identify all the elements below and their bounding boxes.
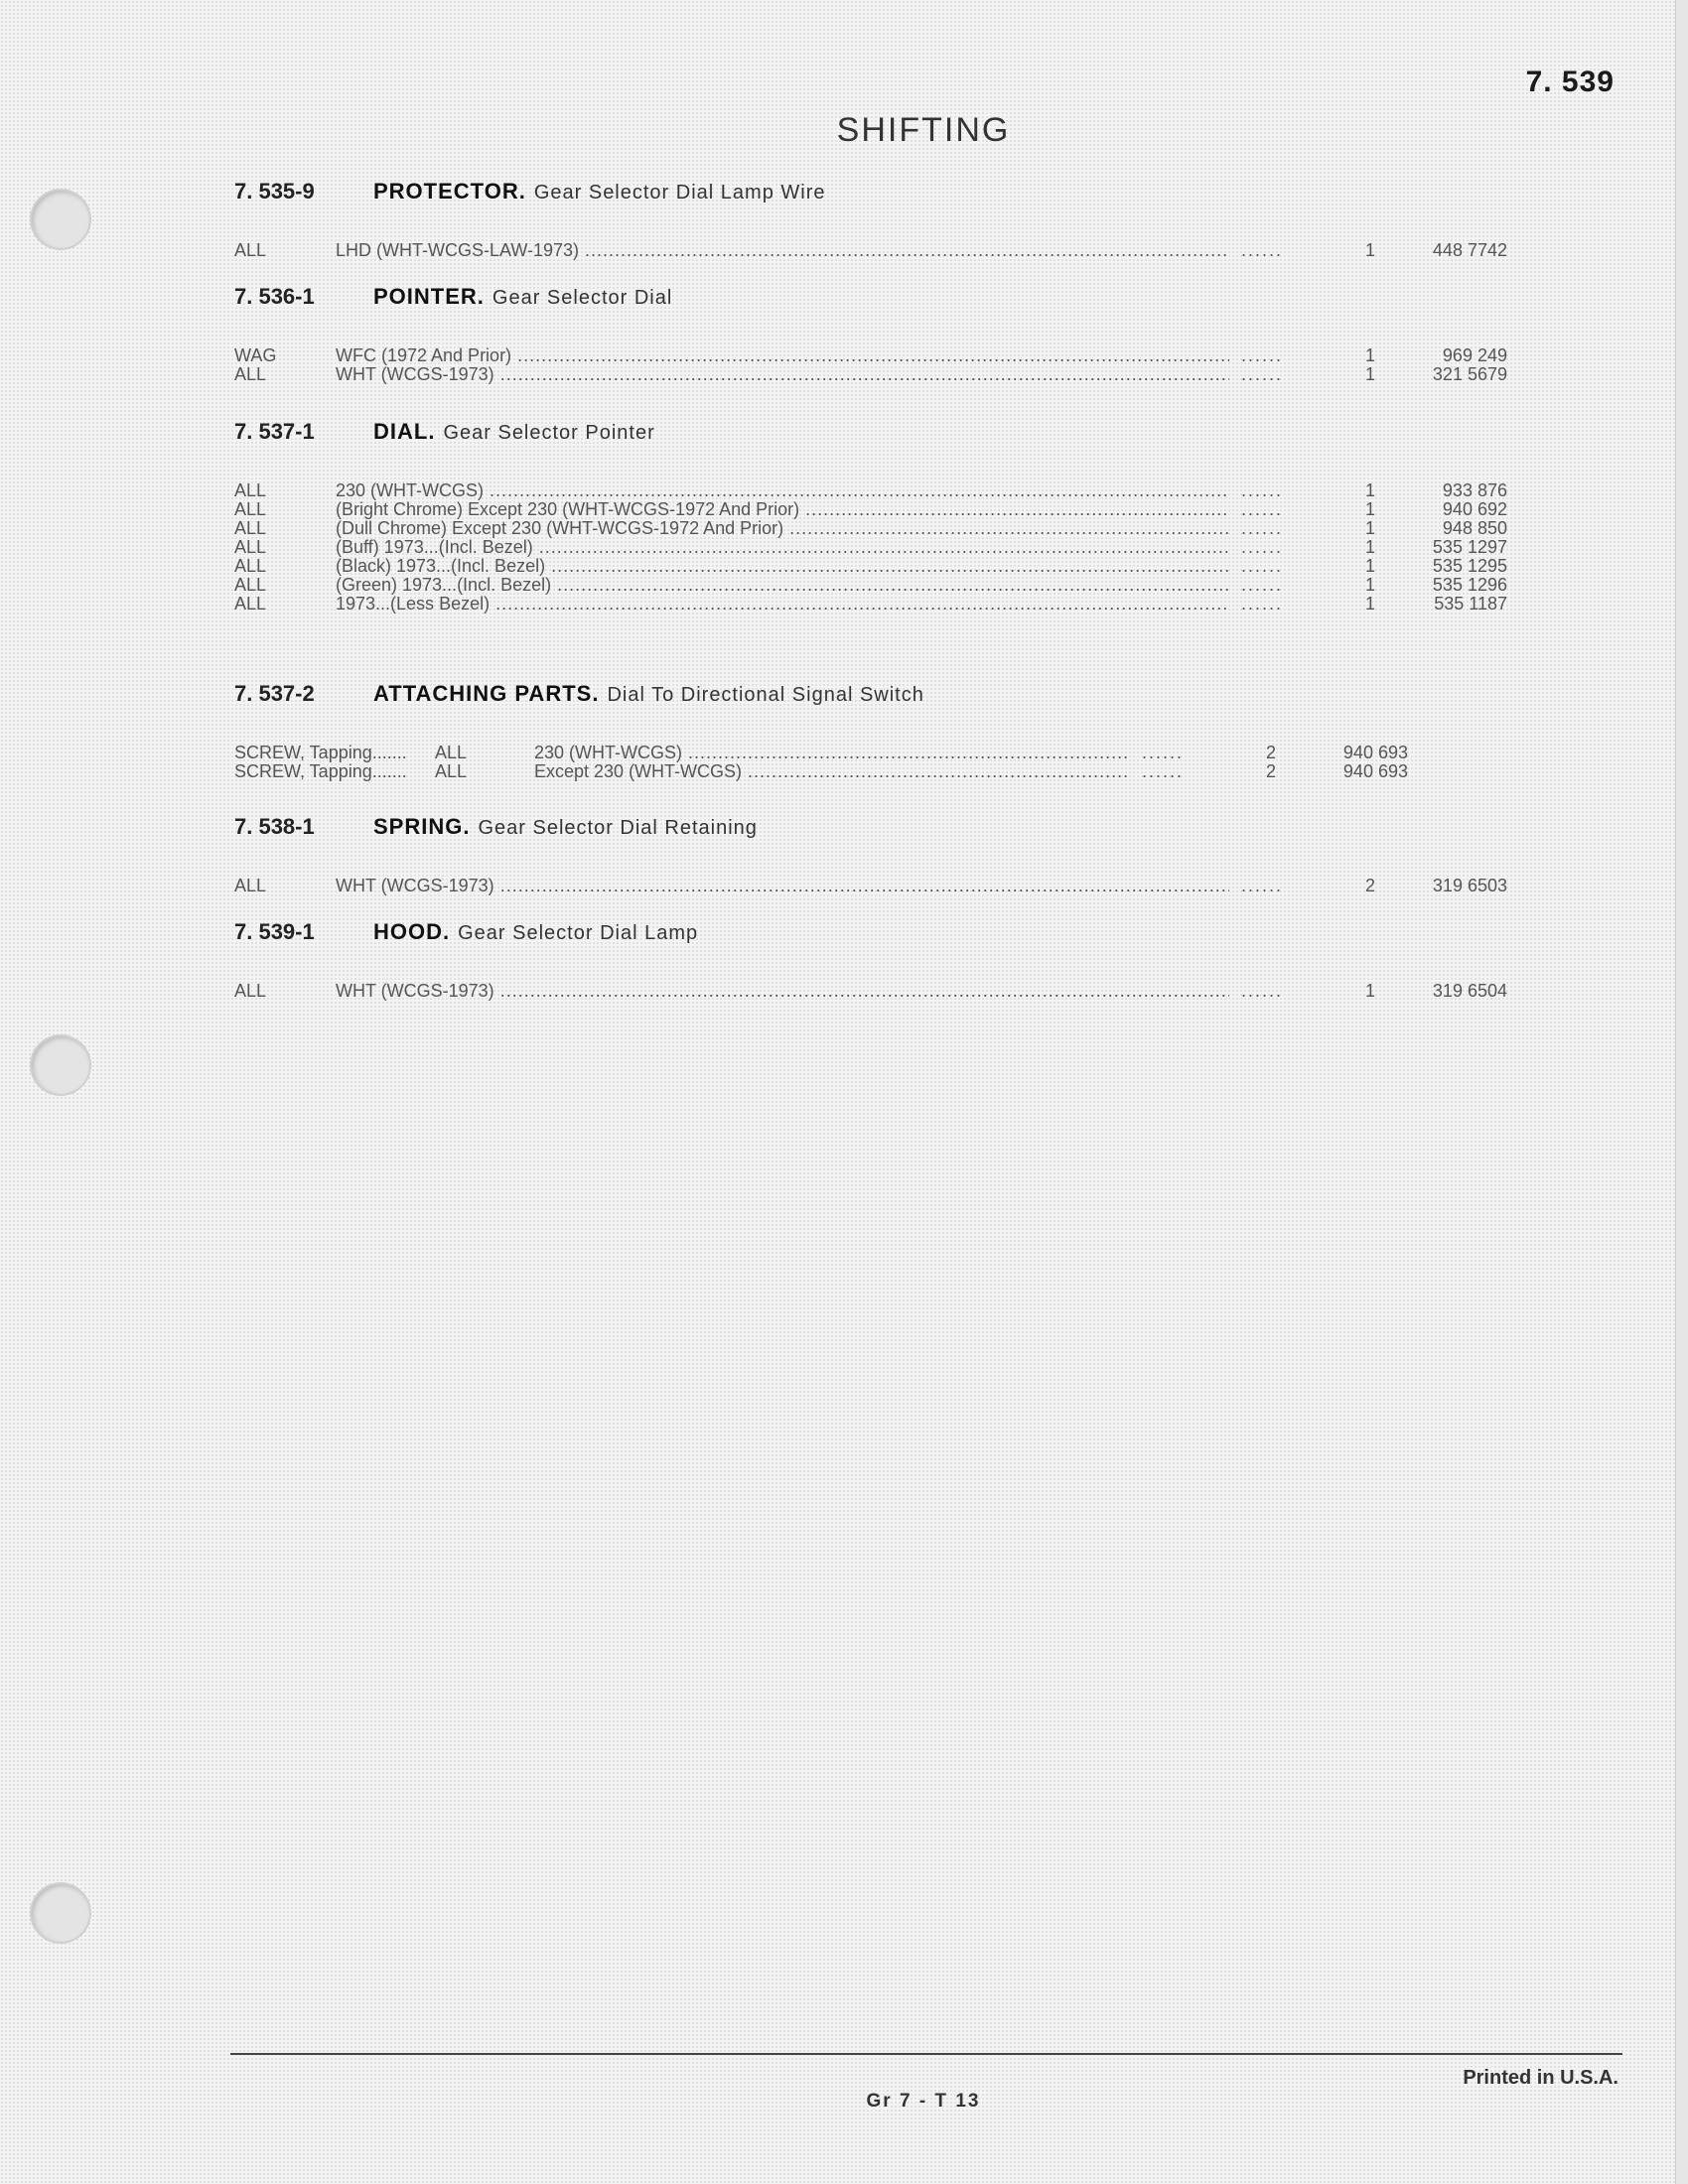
- row-description: [336, 345, 1229, 366]
- quantity: 1: [1364, 345, 1375, 365]
- parts-row: [234, 499, 1545, 518]
- quantity: 2: [1364, 876, 1375, 895]
- part-number: 940 693: [1342, 761, 1408, 781]
- dot-leader: ......: [1241, 876, 1284, 895]
- dot-leader: ......: [1241, 575, 1284, 595]
- model-code: WAG: [234, 345, 277, 365]
- dot-leader: ......: [1241, 518, 1284, 538]
- description-text: WHT (WCGS-1973) .....: [336, 876, 1229, 895]
- parts-row: [234, 594, 1545, 613]
- section-name: PROTECTOR.: [373, 179, 526, 204]
- row-description: [336, 537, 1229, 558]
- row-description: [336, 364, 1229, 385]
- dot-leader: ......: [1241, 480, 1284, 500]
- section-protector: [234, 179, 1545, 259]
- section-description: Gear Selector Dial Lamp Wire: [533, 182, 826, 204]
- section-header: [234, 419, 1545, 451]
- dot-leader: ......: [1241, 240, 1284, 260]
- row-description: [336, 876, 1229, 896]
- section-ref: 7. 536-1: [234, 284, 315, 309]
- parts-row: [234, 761, 1545, 780]
- description-text: (Buff) 1973...(Incl. Bezel) .....: [336, 537, 1229, 557]
- binder-hole-middle: [32, 1036, 89, 1094]
- row-description: [336, 499, 1229, 520]
- dot-leader: ......: [1241, 556, 1284, 576]
- binder-hole-bottom: [32, 1884, 89, 1942]
- description-text: Except 230 (WHT-WCGS) .....: [534, 761, 1130, 781]
- model-code: ALL: [234, 240, 267, 260]
- footer-group-code: Gr 7 - T 13: [866, 2091, 981, 2112]
- part-number: 948 850: [1442, 518, 1507, 538]
- part-number: 319 6504: [1432, 981, 1507, 1001]
- printed-in-notice: Printed in U.S.A.: [1463, 2067, 1618, 2089]
- section-header: [234, 919, 1545, 951]
- section-pointer: [234, 284, 1545, 383]
- dot-leader: ......: [1142, 761, 1185, 781]
- row-description: [336, 981, 1229, 1002]
- dot-leader: ......: [1241, 537, 1284, 557]
- parts-row: [234, 981, 1545, 1000]
- description-text: 230 (WHT-WCGS) .....: [534, 743, 1130, 762]
- part-number: 940 692: [1442, 499, 1507, 519]
- quantity: 1: [1364, 518, 1375, 538]
- quantity: 2: [1265, 743, 1276, 762]
- model-code: ALL: [435, 743, 468, 762]
- parts-row: [234, 537, 1545, 556]
- description-text: 1973...(Less Bezel) .....: [336, 594, 1229, 614]
- page-number: 7. 539: [1525, 66, 1615, 98]
- model-code: ALL: [234, 556, 267, 576]
- row-description: [336, 556, 1229, 577]
- model-code: ALL: [234, 499, 267, 519]
- parts-row: [234, 743, 1545, 761]
- model-code: ALL: [234, 480, 267, 500]
- description-text: 230 (WHT-WCGS) .....: [336, 480, 1229, 500]
- section-ref: 7. 535-9: [234, 179, 315, 204]
- model-code: ALL: [234, 981, 267, 1001]
- quantity: 1: [1364, 499, 1375, 519]
- quantity: 1: [1364, 575, 1375, 595]
- description-text: (Green) 1973...(Incl. Bezel) .....: [336, 575, 1229, 595]
- row-description: [336, 480, 1229, 501]
- page-title: SHIFTING: [836, 111, 1011, 149]
- parts-row: [234, 345, 1545, 364]
- model-code: ALL: [234, 594, 267, 614]
- section-hood: [234, 919, 1545, 1000]
- part-number: 933 876: [1442, 480, 1507, 500]
- model-code: ALL: [435, 761, 468, 781]
- part-number: 321 5679: [1432, 364, 1507, 384]
- quantity: 1: [1364, 480, 1375, 500]
- model-code: ALL: [234, 575, 267, 595]
- part-number: 319 6503: [1432, 876, 1507, 895]
- dot-leader: ......: [1241, 499, 1284, 519]
- description-text: (Black) 1973...(Incl. Bezel) .....: [336, 556, 1229, 576]
- quantity: 1: [1364, 981, 1375, 1001]
- section-spring: [234, 814, 1545, 894]
- section-name: ATTACHING PARTS.: [373, 681, 600, 706]
- quantity: 1: [1364, 364, 1375, 384]
- quantity: 1: [1364, 556, 1375, 576]
- row-description: [534, 761, 1130, 782]
- section-header: [234, 284, 1545, 316]
- row-description: [336, 575, 1229, 596]
- part-number: 535 1295: [1432, 556, 1507, 576]
- quantity: 1: [1364, 594, 1375, 614]
- footer-divider: [230, 2053, 1622, 2055]
- description-text: WHT (WCGS-1973) .....: [336, 981, 1229, 1001]
- section-header: [234, 179, 1545, 210]
- parts-row: [234, 240, 1545, 259]
- section-description: Gear Selector Dial Lamp: [458, 922, 699, 944]
- section-description: Dial To Directional Signal Switch: [607, 684, 924, 706]
- parts-row: [234, 364, 1545, 383]
- part-number: 940 693: [1342, 743, 1408, 762]
- section-header: [234, 681, 1545, 713]
- part-name: SCREW, Tapping.......: [234, 743, 407, 762]
- row-description: [336, 518, 1229, 539]
- section-ref: 7. 538-1: [234, 814, 315, 839]
- part-number: 969 249: [1442, 345, 1507, 365]
- dot-leader: ......: [1241, 981, 1284, 1001]
- section-description: Gear Selector Dial: [492, 287, 673, 309]
- model-code: ALL: [234, 518, 267, 538]
- quantity: 2: [1265, 761, 1276, 781]
- model-code: ALL: [234, 364, 267, 384]
- row-description: [336, 240, 1229, 261]
- description-text: WHT (WCGS-1973) .....: [336, 364, 1229, 384]
- section-name: SPRING.: [373, 814, 471, 839]
- row-description: [534, 743, 1130, 763]
- dot-leader: ......: [1241, 345, 1284, 365]
- section-name: POINTER.: [373, 284, 485, 309]
- section-header: [234, 814, 1545, 846]
- model-code: ALL: [234, 537, 267, 557]
- description-text: LHD (WHT-WCGS-LAW-1973) .....: [336, 240, 1229, 260]
- part-number: 448 7742: [1432, 240, 1507, 260]
- quantity: 1: [1364, 240, 1375, 260]
- part-number: 535 1187: [1434, 594, 1507, 614]
- page-edge: [1675, 0, 1688, 2184]
- parts-row: [234, 556, 1545, 575]
- part-number: 535 1297: [1432, 537, 1507, 557]
- parts-row: [234, 518, 1545, 537]
- section-name: DIAL.: [373, 419, 436, 444]
- parts-row: [234, 876, 1545, 894]
- dot-leader: ......: [1241, 594, 1284, 614]
- section-description: Gear Selector Dial Retaining: [478, 817, 758, 839]
- dot-leader: ......: [1241, 364, 1284, 384]
- part-name: SCREW, Tapping.......: [234, 761, 407, 781]
- model-code: ALL: [234, 876, 267, 895]
- section-description: Gear Selector Pointer: [443, 422, 655, 444]
- description-text: (Bright Chrome) Except 230 (WHT-WCGS-1972 And Prior) .....: [336, 499, 1229, 519]
- quantity: 1: [1364, 537, 1375, 557]
- description-text: (Dull Chrome) Except 230 (WHT-WCGS-1972 And Prior) .....: [336, 518, 1229, 538]
- section-ref: 7. 539-1: [234, 919, 315, 944]
- parts-row: [234, 480, 1545, 499]
- section-attaching-parts: [234, 681, 1545, 780]
- parts-row: [234, 575, 1545, 594]
- section-ref: 7. 537-2: [234, 681, 315, 706]
- description-text: WFC (1972 And Prior) .....: [336, 345, 1229, 365]
- dot-leader: ......: [1142, 743, 1185, 762]
- section-ref: 7. 537-1: [234, 419, 315, 444]
- section-name: HOOD.: [373, 919, 451, 944]
- section-dial: [234, 419, 1545, 613]
- row-description: [336, 594, 1229, 614]
- part-number: 535 1296: [1432, 575, 1507, 595]
- binder-hole-top: [32, 191, 89, 248]
